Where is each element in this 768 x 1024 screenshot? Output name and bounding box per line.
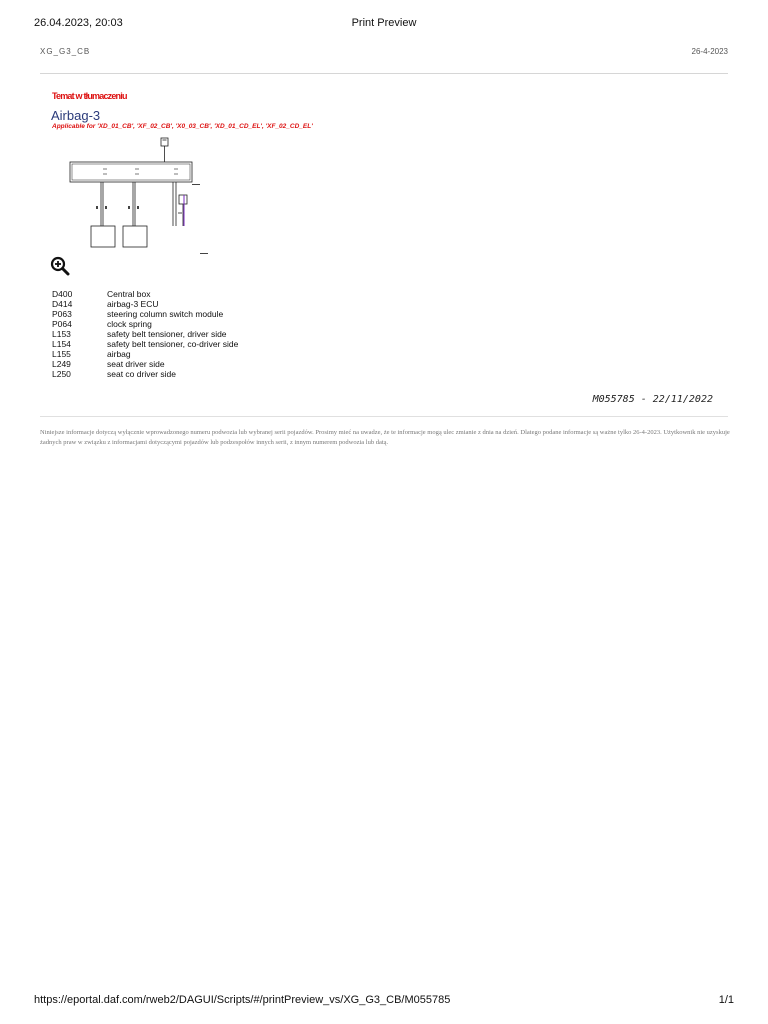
- document-date: 26-4-2023: [691, 47, 728, 56]
- central-box-symbol: [70, 162, 192, 182]
- legend-code: L154: [52, 339, 71, 349]
- legend-code: L250: [52, 369, 71, 379]
- print-datetime: 26.04.2023, 20:03: [34, 17, 123, 29]
- legend-code: L155: [52, 349, 71, 359]
- legend-description: Central box: [107, 289, 151, 299]
- header-divider: [40, 73, 728, 74]
- print-page-number: 1/1: [718, 994, 734, 1006]
- zoom-in-icon[interactable]: [50, 256, 70, 276]
- legend-row: [52, 299, 238, 309]
- legend-row: [52, 319, 238, 329]
- legend-code: L153: [52, 329, 71, 339]
- legend-code: L249: [52, 359, 71, 369]
- disclaimer-text: Niniejsze informacje dotyczą wyłącznie wprowadzonego numeru podwozia lub wybranej serii pojazdów. Prosimy mieć na uwadze, że te informacje mogą ulec zmianie z dnia na dzień. Dlatego podane informacje są ważne tylko 26-4-2023. Użytkownik nie uzyskuje żadnych praw w związku z informacjami dotyczącymi pojazdów lub podzespołów innych serii, z innym numerem podwozia lub datą.: [40, 429, 730, 446]
- legend-row: [52, 339, 238, 349]
- legend-description: seat driver side: [107, 359, 165, 369]
- legend-description: steering column switch module: [107, 309, 224, 319]
- page-title: Airbag-3: [51, 108, 101, 123]
- section-title: Temat w tłumaczeniu: [52, 91, 127, 101]
- applicability-note: Applicable for 'XD_01_CB', 'XF_02_CB', 'X0_03_CB', 'XD_01_CD_EL', 'XF_02_CD_EL': [52, 123, 313, 130]
- legend-row: [52, 349, 238, 359]
- legend-code: P063: [52, 309, 72, 319]
- legend-code: D400: [52, 289, 73, 299]
- airbag-symbol: [179, 195, 187, 204]
- legend-description: clock spring: [107, 319, 152, 329]
- document-id: XG_G3_CB: [40, 47, 91, 56]
- legend-description: safety belt tensioner, driver side: [107, 329, 227, 339]
- legend-code: P064: [52, 319, 72, 329]
- legend-description: airbag: [107, 349, 131, 359]
- legend-description: seat co driver side: [107, 369, 176, 379]
- component-legend: [52, 289, 238, 379]
- wiring-diagram[interactable]: [60, 134, 212, 260]
- print-title: Print Preview: [351, 17, 417, 29]
- clock-spring-symbol: [161, 138, 168, 146]
- legend-row: [52, 369, 238, 379]
- seat-co-driver-symbol: [123, 226, 147, 247]
- legend-code: D414: [52, 299, 73, 309]
- print-url: https://eportal.daf.com/rweb2/DAGUI/Scripts/#/printPreview_vs/XG_G3_CB/M055785: [34, 994, 451, 1006]
- legend-row: [52, 359, 238, 369]
- legend-row: [52, 309, 238, 319]
- footer-divider: [40, 416, 728, 417]
- document-reference: M055785 - 22/11/2022: [592, 394, 713, 405]
- seat-driver-symbol: [91, 226, 115, 247]
- legend-row: [52, 329, 238, 339]
- legend-row: [52, 289, 238, 299]
- legend-description: airbag-3 ECU: [107, 299, 159, 309]
- legend-description: safety belt tensioner, co-driver side: [107, 339, 239, 349]
